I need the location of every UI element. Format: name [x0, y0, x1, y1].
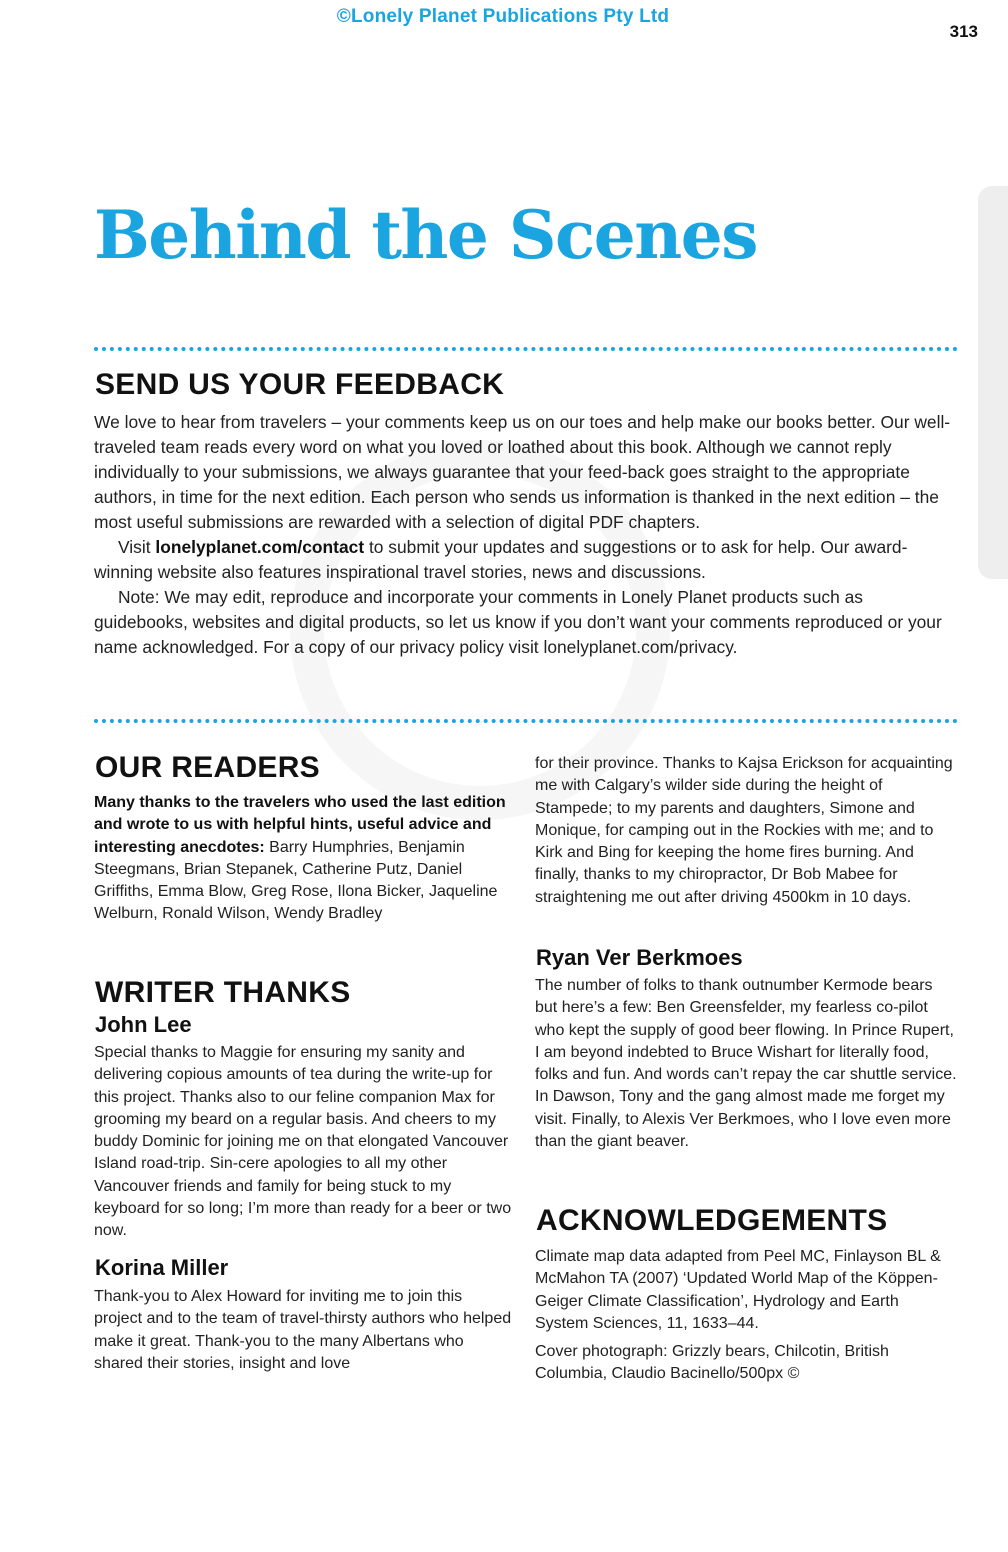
- acknowledgements-heading: ACKNOWLEDGEMENTS: [536, 1204, 888, 1237]
- feedback-heading: SEND US YOUR FEEDBACK: [95, 368, 505, 401]
- side-thumb-tab: [978, 186, 1008, 579]
- ryan-ver-berkmoes-thanks: The number of folks to thank outnumber Kermode bears but here’s a few: Ben Greensfelder, my fearless co-pilot who kept the supply of good beer flowing. In Prince Rupert, I am beyond indebted to Bruce Wishart for literally food, folks and fun. And words can’t repay the car shuttle service. In Dawson, Tony and the gang almost made me forget my visit. Finally, to Alexis Ver Berkmoes, who I love even more than the giant beaver.: [535, 977, 957, 1151]
- acknowledgements-text: [535, 1246, 955, 1386]
- climate-map-credit: Climate map data adapted from Peel MC, Finlayson BL & McMahon TA (2007) ‘Updated World Map of the Köppen-Geiger Climate Classification’, Hydrology and Earth System Sciences, 11, 1633–44.: [535, 1248, 941, 1332]
- copyright-notice: ©Lonely Planet Publications Pty Ltd: [336, 6, 670, 27]
- korina-miller-thanks-part-1: Thank-you to Alex Howard for inviting me to join this project and to the team of travel-thirsty authors who helped make it great. Thank-you to the many Albertans who shared their stories, insight and love: [94, 1288, 512, 1372]
- writer-thanks-heading: WRITER THANKS: [95, 976, 351, 1009]
- readers-names: Barry Humphries, Benjamin Steegmans, Brian Stepanek, Catherine Putz, Daniel Griffiths, Emma Blow, Greg Rose, Ilona Bicker, Jaqueline Welburn, Ronald Wilson, Wendy Bradley: [94, 838, 498, 923]
- korina-miller-thanks-part-2: for their province. Thanks to Kajsa Erickson for acquainting me with Calgary’s wilder side during the height of Stampede; to my parents and daughters, Simone and Monique, for camping out in the Rockies with me; and to Kirk and Bing for keeping the home fires burning. And finally, thanks to my chiropractor, Dr Bob Mabee for straightening me out after driving 4500km in 10 days.: [535, 755, 953, 906]
- page-number: 313: [949, 22, 978, 41]
- john-lee-thanks: Special thanks to Maggie for ensuring my sanity and delivering copious amounts of tea during the write-up for this project. Thanks also to our feline companion Max for grooming my beard on a regular basis. And cheers to my buddy Dominic for joining me on that elongated Vancouver Island road-trip. Sin-cere apologies to all my other Vancouver friends and family for being stuck to my keyboard for so long; I’m more than ready for a beer or two now.: [94, 1044, 512, 1240]
- feedback-paragraph-1: We love to hear from travelers – your comments keep us on our toes and help make our books better. Our well-traveled team reads every word on what you loved or loathed about this book. Although we cannot reply individually to your submissions, we always guarantee that your feed-back goes straight to the appropriate authors, in time for the next edition. Each person who sends us information is thanked in the next edition – the most useful submissions are rewarded with a selection of digital PDF chapters.: [94, 412, 951, 532]
- feedback-paragraph-3: Note: We may edit, reproduce and incorporate your comments in Lonely Planet products such as guidebooks, websites and digital products, so let us know if you don’t want your comments reproduced or your name acknowledged. For a copy of our privacy policy visit lonelyplanet.com/privacy.: [94, 587, 942, 657]
- dotted-divider-middle: [94, 719, 958, 723]
- dotted-divider-top: [94, 347, 958, 351]
- readers-heading: OUR READERS: [95, 751, 320, 784]
- contact-link[interactable]: lonelyplanet.com/contact: [155, 537, 365, 557]
- feedback-body: [94, 410, 960, 660]
- cover-photo-credit: Cover photograph: Grizzly bears, Chilcotin, British Columbia, Claudio Bacinello/500px ©: [535, 1343, 889, 1383]
- feedback-paragraph-2: Visit lonelyplanet.com/contact to submit your updates and suggestions or to ask for help. Our award-winning website also features inspirational travel stories, news and discussions.: [94, 537, 908, 582]
- author-name-ryan-ver-berkmoes: Ryan Ver Berkmoes: [536, 945, 743, 970]
- page-title: Behind the Scenes: [94, 196, 757, 274]
- author-name-john-lee: John Lee: [95, 1012, 192, 1037]
- readers-text: [94, 792, 512, 926]
- readers-intro: Many thanks to the travelers who used the last edition and wrote to us with helpful hints, useful advice and interesting anecdotes:: [94, 794, 506, 856]
- author-name-korina-miller: Korina Miller: [95, 1255, 229, 1280]
